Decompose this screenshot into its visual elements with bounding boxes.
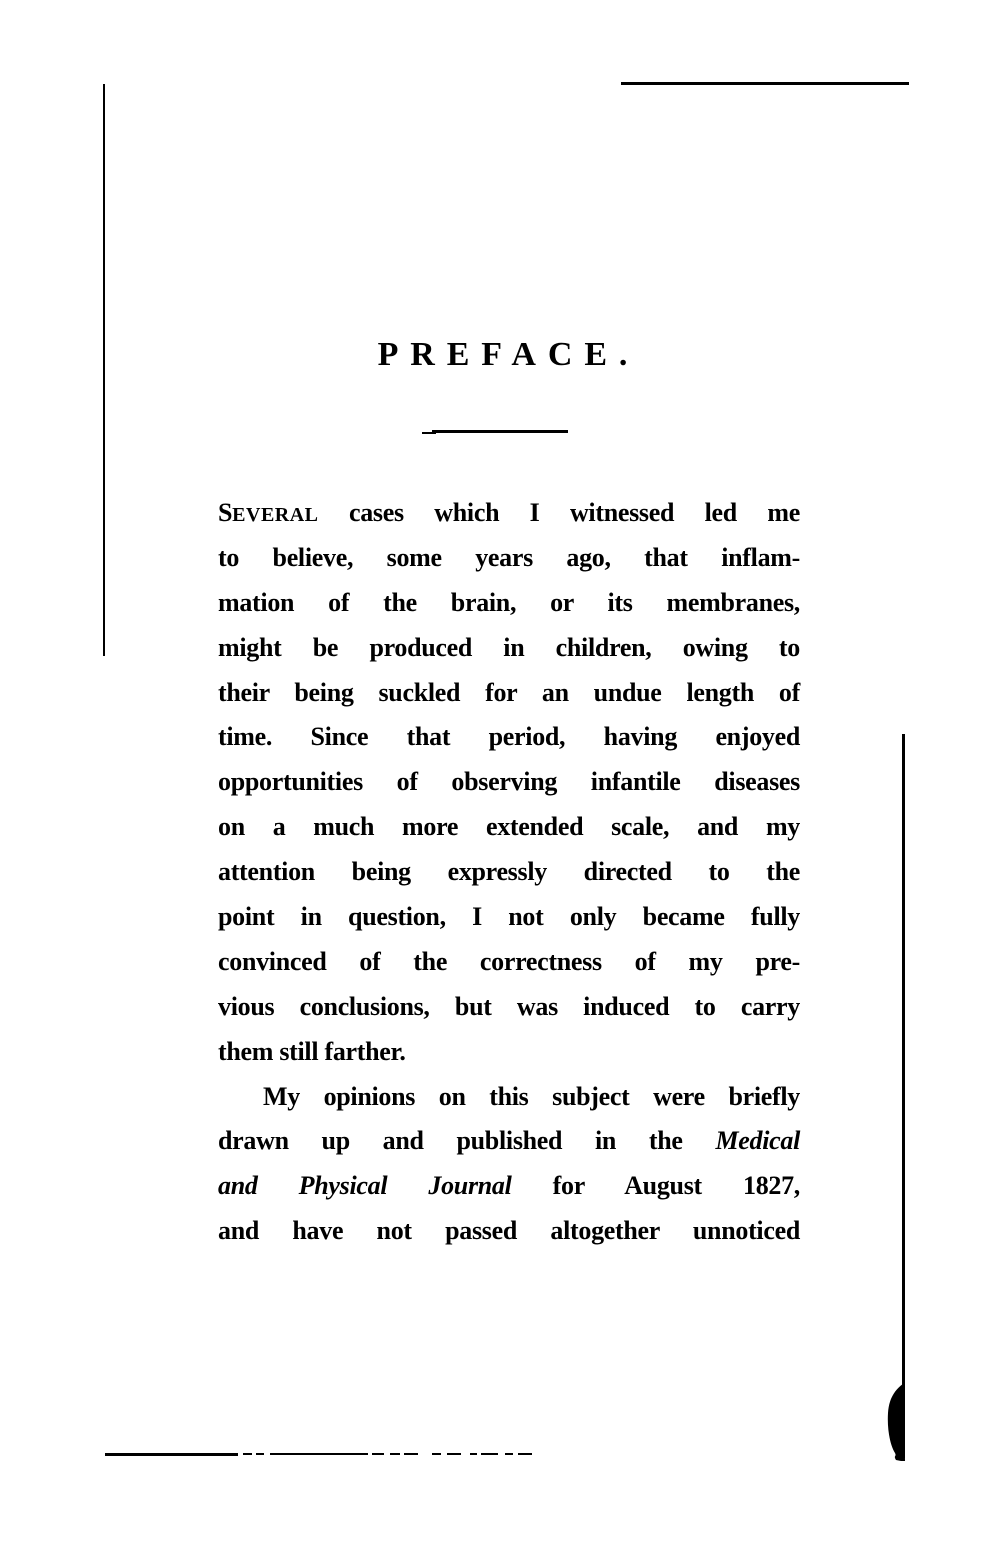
- dash-segment: [505, 1453, 513, 1455]
- line-text: for August 1827,: [511, 1171, 800, 1201]
- header-top-rule: [621, 82, 909, 85]
- text-line: [218, 1164, 800, 1209]
- lead-capital: S: [218, 498, 233, 527]
- title-divider-rule-notch: [422, 432, 436, 434]
- text-line: might be produced in children, owing to: [218, 632, 800, 662]
- preface-text: [218, 491, 800, 1254]
- dash-segment: [372, 1453, 384, 1455]
- text-line: on a much more extended scale, and my: [218, 812, 800, 842]
- text-line: My opinions on this subject were briefly: [263, 1081, 800, 1111]
- dash-segment: [390, 1453, 400, 1455]
- text-line: [218, 1119, 800, 1164]
- right-margin-rule: [902, 734, 905, 1458]
- dash-segment: [432, 1453, 441, 1455]
- title-divider-rule: [432, 430, 568, 433]
- text-line: mation of the brain, or its membranes,: [218, 587, 800, 617]
- page-title: PREFACE.: [377, 336, 640, 373]
- dash-segment: [270, 1453, 368, 1455]
- line-text: drawn up and published in the: [218, 1126, 716, 1156]
- text-line: to believe, some years ago, that inflam-: [218, 542, 800, 572]
- ink-blot: [884, 1383, 906, 1461]
- dash-segment: [470, 1453, 477, 1455]
- dash-segment: [518, 1453, 532, 1455]
- footer-dashed-rule: [0, 1453, 1005, 1457]
- text-line: and have not passed altogether unnoticed: [218, 1216, 800, 1246]
- text-line: convinced of the correctness of my pre-: [218, 946, 800, 976]
- text-line: attention being expressly directed to the: [218, 857, 800, 887]
- text-line: their being suckled for an undue length of: [218, 677, 800, 707]
- dash-segment: [481, 1453, 498, 1455]
- text-line: point in question, I not only became fully: [218, 902, 800, 932]
- dash-segment: [447, 1453, 461, 1455]
- dash-segment: [243, 1453, 252, 1455]
- text-line: vious conclusions, but was induced to carry: [218, 991, 800, 1021]
- line-text: cases which I witnessed led me: [318, 498, 800, 527]
- text-line: opportunities of observing infantile diseases: [218, 767, 800, 797]
- journal-name-italic: and Physical Journal: [218, 1171, 512, 1201]
- text-line: them still farther.: [218, 1036, 406, 1066]
- dash-segment: [404, 1453, 418, 1455]
- text-line: [218, 491, 800, 536]
- journal-name-italic: Medical: [715, 1126, 800, 1156]
- small-caps-word: EVERAL: [232, 504, 319, 526]
- dash-segment: [256, 1453, 264, 1455]
- dash-segment: [105, 1453, 238, 1456]
- text-line: time. Since that period, having enjoyed: [218, 722, 800, 752]
